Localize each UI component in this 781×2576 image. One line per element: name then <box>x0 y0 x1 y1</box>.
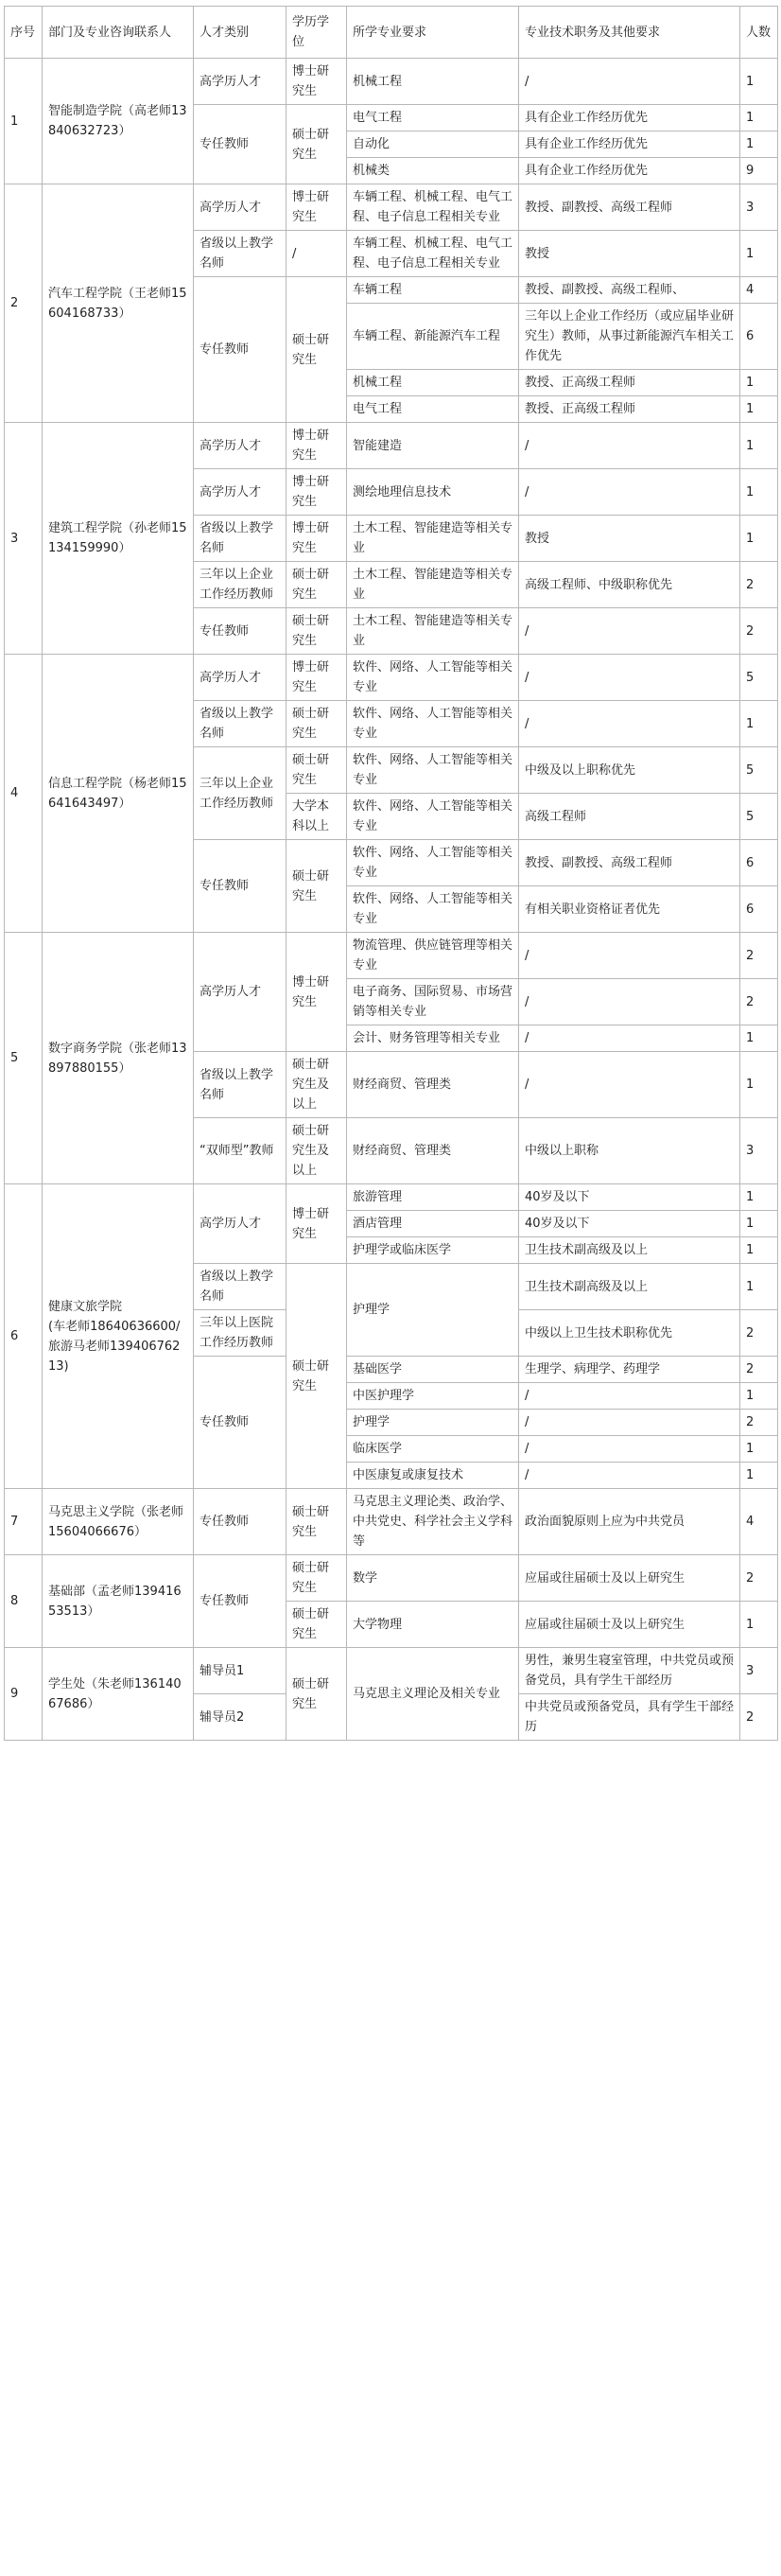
major-cell: 旅游管理 <box>347 1184 519 1211</box>
category-cell: 高学历人才 <box>194 184 286 231</box>
major-cell: 土木工程、智能建造等相关专业 <box>347 516 519 562</box>
header-row <box>5 7 778 59</box>
header-dept: 部门及专业咨询联系人 <box>43 7 194 59</box>
requirement-cell: 教授、副教授、高级工程师、 <box>519 277 740 304</box>
requirement-cell: 应届或往届硕士及以上研究生 <box>519 1602 740 1648</box>
category-cell: 辅导员2 <box>194 1694 286 1741</box>
table-row <box>5 933 778 979</box>
count-cell: 1 <box>740 1052 778 1118</box>
requirement-cell: / <box>519 1025 740 1052</box>
category-cell: 省级以上教学名师 <box>194 516 286 562</box>
seq-cell: 3 <box>5 423 43 655</box>
major-cell: 护理学或临床医学 <box>347 1237 519 1264</box>
dept-cell: 汽车工程学院（王老师15604168733） <box>43 184 194 423</box>
category-cell: 三年以上企业工作经历教师 <box>194 747 286 840</box>
major-cell: 软件、网络、人工智能等相关专业 <box>347 794 519 840</box>
major-cell: 电子商务、国际贸易、市场营销等相关专业 <box>347 979 519 1025</box>
dept-cell: 学生处（朱老师13614067686） <box>43 1648 194 1741</box>
table-row <box>5 184 778 231</box>
count-cell: 6 <box>740 840 778 886</box>
major-cell: 护理学 <box>347 1264 519 1357</box>
major-cell: 机械类 <box>347 158 519 184</box>
major-cell: 测绘地理信息技术 <box>347 469 519 516</box>
count-cell: 1 <box>740 370 778 396</box>
requirement-cell: 中级及以上职称优先 <box>519 747 740 794</box>
category-cell: 专任教师 <box>194 1489 286 1555</box>
seq-cell: 5 <box>5 933 43 1184</box>
major-cell: 软件、网络、人工智能等相关专业 <box>347 747 519 794</box>
requirement-cell: 生理学、病理学、药理学 <box>519 1357 740 1383</box>
count-cell: 1 <box>740 1463 778 1489</box>
dept-cell: 建筑工程学院（孙老师15134159990） <box>43 423 194 655</box>
major-cell: 机械工程 <box>347 59 519 105</box>
requirement-cell: 40岁及以下 <box>519 1184 740 1211</box>
count-cell: 1 <box>740 1602 778 1648</box>
count-cell: 1 <box>740 1383 778 1410</box>
major-cell: 中医护理学 <box>347 1383 519 1410</box>
count-cell: 1 <box>740 1264 778 1310</box>
count-cell: 5 <box>740 655 778 701</box>
seq-cell: 7 <box>5 1489 43 1555</box>
major-cell: 数学 <box>347 1555 519 1602</box>
seq-cell: 1 <box>5 59 43 184</box>
degree-cell: 博士研究生 <box>286 469 347 516</box>
seq-cell: 4 <box>5 655 43 933</box>
category-cell: 专任教师 <box>194 105 286 184</box>
requirement-cell: / <box>519 701 740 747</box>
degree-cell: 博士研究生 <box>286 1184 347 1264</box>
category-cell: 三年以上企业工作经历教师 <box>194 562 286 608</box>
category-cell: 三年以上医院工作经历教师 <box>194 1310 286 1357</box>
requirement-cell: / <box>519 469 740 516</box>
degree-cell: 硕士研究生 <box>286 1264 347 1489</box>
category-cell: 省级以上教学名师 <box>194 231 286 277</box>
count-cell: 1 <box>740 469 778 516</box>
major-cell: 智能建造 <box>347 423 519 469</box>
category-cell: 专任教师 <box>194 608 286 655</box>
requirement-cell: / <box>519 1383 740 1410</box>
requirement-cell: 卫生技术副高级及以上 <box>519 1237 740 1264</box>
count-cell: 2 <box>740 1694 778 1741</box>
requirement-cell: 具有企业工作经历优先 <box>519 105 740 131</box>
requirement-cell: 具有企业工作经历优先 <box>519 131 740 158</box>
major-cell: 酒店管理 <box>347 1211 519 1237</box>
dept-name: 健康文旅学院 <box>48 1299 123 1314</box>
major-cell: 机械工程 <box>347 370 519 396</box>
requirement-cell: 40岁及以下 <box>519 1211 740 1237</box>
count-cell: 1 <box>740 1184 778 1211</box>
dept-cell <box>43 1184 194 1489</box>
degree-cell: 硕士研究生 <box>286 562 347 608</box>
dept-contact: (车老师18640636600/旅游马老师13940676213) <box>48 1319 181 1374</box>
category-cell: 专任教师 <box>194 277 286 423</box>
category-cell: 省级以上教学名师 <box>194 701 286 747</box>
requirement-cell: 教授、副教授、高级工程师 <box>519 184 740 231</box>
count-cell: 2 <box>740 608 778 655</box>
requirement-cell: 中共党员或预备党员，具有学生干部经历 <box>519 1694 740 1741</box>
major-cell: 软件、网络、人工智能等相关专业 <box>347 655 519 701</box>
requirement-cell: / <box>519 655 740 701</box>
count-cell: 2 <box>740 1555 778 1602</box>
major-cell: 马克思主义理论及相关专业 <box>347 1648 519 1741</box>
category-cell: 高学历人才 <box>194 469 286 516</box>
requirement-cell: / <box>519 608 740 655</box>
category-cell: 专任教师 <box>194 840 286 933</box>
count-cell: 2 <box>740 979 778 1025</box>
count-cell: 5 <box>740 794 778 840</box>
degree-cell: 硕士研究生 <box>286 1555 347 1602</box>
degree-cell: 硕士研究生 <box>286 1648 347 1741</box>
major-cell: 车辆工程 <box>347 277 519 304</box>
dept-cell: 数字商务学院（张老师13897880155） <box>43 933 194 1184</box>
dept-cell: 马克思主义学院（张老师15604066676） <box>43 1489 194 1555</box>
count-cell: 6 <box>740 304 778 370</box>
requirement-cell: / <box>519 933 740 979</box>
category-cell: 高学历人才 <box>194 933 286 1052</box>
requirement-cell: 教授 <box>519 516 740 562</box>
major-cell: 自动化 <box>347 131 519 158</box>
major-cell: 电气工程 <box>347 396 519 423</box>
degree-cell: 硕士研究生 <box>286 747 347 794</box>
header-category: 人才类别 <box>194 7 286 59</box>
count-cell: 1 <box>740 1025 778 1052</box>
table-row <box>5 1184 778 1211</box>
requirement-cell: 有相关职业资格证者优先 <box>519 886 740 933</box>
table-row <box>5 1648 778 1694</box>
requirement-cell: 应届或往届硕士及以上研究生 <box>519 1555 740 1602</box>
degree-cell: 博士研究生 <box>286 655 347 701</box>
degree-cell: 博士研究生 <box>286 423 347 469</box>
requirement-cell: 教授、正高级工程师 <box>519 370 740 396</box>
count-cell: 1 <box>740 396 778 423</box>
count-cell: 2 <box>740 1410 778 1436</box>
header-major: 所学专业要求 <box>347 7 519 59</box>
degree-cell: 硕士研究生及以上 <box>286 1052 347 1118</box>
major-cell: 中医康复或康复技术 <box>347 1463 519 1489</box>
requirement-cell: / <box>519 1052 740 1118</box>
requirement-cell: / <box>519 1463 740 1489</box>
degree-cell: 博士研究生 <box>286 933 347 1052</box>
major-cell: 软件、网络、人工智能等相关专业 <box>347 886 519 933</box>
degree-cell: 硕士研究生及以上 <box>286 1118 347 1184</box>
recruitment-table <box>4 6 778 1741</box>
major-cell: 车辆工程、新能源汽车工程 <box>347 304 519 370</box>
table-row <box>5 655 778 701</box>
count-cell: 1 <box>740 231 778 277</box>
dept-cell: 基础部（孟老师13941653513） <box>43 1555 194 1648</box>
count-cell: 1 <box>740 105 778 131</box>
header-seq: 序号 <box>5 7 43 59</box>
category-cell: “双师型”教师 <box>194 1118 286 1184</box>
requirement-cell: 教授、正高级工程师 <box>519 396 740 423</box>
count-cell: 2 <box>740 1357 778 1383</box>
requirement-cell: 中级以上卫生技术职称优先 <box>519 1310 740 1357</box>
category-cell: 高学历人才 <box>194 655 286 701</box>
major-cell: 软件、网络、人工智能等相关专业 <box>347 701 519 747</box>
seq-cell: 9 <box>5 1648 43 1741</box>
header-requirement: 专业技术职务及其他要求 <box>519 7 740 59</box>
table-row <box>5 1555 778 1602</box>
degree-cell: 博士研究生 <box>286 516 347 562</box>
count-cell: 6 <box>740 886 778 933</box>
category-cell: 省级以上教学名师 <box>194 1052 286 1118</box>
requirement-cell: 男性，兼男生寝室管理，中共党员或预备党员，具有学生干部经历 <box>519 1648 740 1694</box>
degree-cell: 大学本科以上 <box>286 794 347 840</box>
degree-cell: 硕士研究生 <box>286 105 347 184</box>
count-cell: 1 <box>740 516 778 562</box>
major-cell: 软件、网络、人工智能等相关专业 <box>347 840 519 886</box>
count-cell: 1 <box>740 701 778 747</box>
requirement-cell: 卫生技术副高级及以上 <box>519 1264 740 1310</box>
requirement-cell: 具有企业工作经历优先 <box>519 158 740 184</box>
requirement-cell: 教授 <box>519 231 740 277</box>
degree-cell: 硕士研究生 <box>286 840 347 933</box>
count-cell: 1 <box>740 1211 778 1237</box>
major-cell: 电气工程 <box>347 105 519 131</box>
count-cell: 2 <box>740 562 778 608</box>
count-cell: 1 <box>740 423 778 469</box>
major-cell: 财经商贸、管理类 <box>347 1052 519 1118</box>
major-cell: 大学物理 <box>347 1602 519 1648</box>
degree-cell: 硕士研究生 <box>286 277 347 423</box>
table-row <box>5 423 778 469</box>
category-cell: 专任教师 <box>194 1357 286 1489</box>
major-cell: 基础医学 <box>347 1357 519 1383</box>
major-cell: 土木工程、智能建造等相关专业 <box>347 562 519 608</box>
requirement-cell: 三年以上企业工作经历（或应届毕业研究生）教师，从事过新能源汽车相关工作优先 <box>519 304 740 370</box>
requirement-cell: 政治面貌原则上应为中共党员 <box>519 1489 740 1555</box>
count-cell: 3 <box>740 1648 778 1694</box>
seq-cell: 8 <box>5 1555 43 1648</box>
major-cell: 临床医学 <box>347 1436 519 1463</box>
major-cell: 会计、财务管理等相关专业 <box>347 1025 519 1052</box>
seq-cell: 2 <box>5 184 43 423</box>
count-cell: 2 <box>740 1310 778 1357</box>
header-degree: 学历学位 <box>286 7 347 59</box>
major-cell: 车辆工程、机械工程、电气工程、电子信息工程相关专业 <box>347 184 519 231</box>
major-cell: 护理学 <box>347 1410 519 1436</box>
header-count: 人数 <box>740 7 778 59</box>
count-cell: 1 <box>740 131 778 158</box>
seq-cell: 6 <box>5 1184 43 1489</box>
category-cell: 专任教师 <box>194 1555 286 1648</box>
category-cell: 高学历人才 <box>194 1184 286 1264</box>
requirement-cell: 中级以上职称 <box>519 1118 740 1184</box>
count-cell: 1 <box>740 1436 778 1463</box>
requirement-cell: / <box>519 423 740 469</box>
category-cell: 高学历人才 <box>194 59 286 105</box>
requirement-cell: 高级工程师 <box>519 794 740 840</box>
count-cell: 2 <box>740 933 778 979</box>
count-cell: 3 <box>740 184 778 231</box>
table-row <box>5 1489 778 1555</box>
major-cell: 车辆工程、机械工程、电气工程、电子信息工程相关专业 <box>347 231 519 277</box>
count-cell: 4 <box>740 277 778 304</box>
major-cell: 土木工程、智能建造等相关专业 <box>347 608 519 655</box>
requirement-cell: / <box>519 1410 740 1436</box>
dept-cell: 智能制造学院（高老师13840632723） <box>43 59 194 184</box>
major-cell: 财经商贸、管理类 <box>347 1118 519 1184</box>
degree-cell: 硕士研究生 <box>286 608 347 655</box>
category-cell: 辅导员1 <box>194 1648 286 1694</box>
count-cell: 5 <box>740 747 778 794</box>
degree-cell: 硕士研究生 <box>286 1489 347 1555</box>
requirement-cell: 高级工程师、中级职称优先 <box>519 562 740 608</box>
table-row <box>5 59 778 105</box>
degree-cell: 博士研究生 <box>286 184 347 231</box>
category-cell: 高学历人才 <box>194 423 286 469</box>
major-cell: 马克思主义理论类、政治学、中共党史、科学社会主义学科等 <box>347 1489 519 1555</box>
category-cell: 省级以上教学名师 <box>194 1264 286 1310</box>
count-cell: 1 <box>740 1237 778 1264</box>
dept-cell: 信息工程学院（杨老师15641643497） <box>43 655 194 933</box>
degree-cell: 硕士研究生 <box>286 701 347 747</box>
degree-cell: 博士研究生 <box>286 59 347 105</box>
count-cell: 4 <box>740 1489 778 1555</box>
degree-cell: 硕士研究生 <box>286 1602 347 1648</box>
major-cell: 物流管理、供应链管理等相关专业 <box>347 933 519 979</box>
requirement-cell: / <box>519 1436 740 1463</box>
count-cell: 9 <box>740 158 778 184</box>
count-cell: 3 <box>740 1118 778 1184</box>
requirement-cell: 教授、副教授、高级工程师 <box>519 840 740 886</box>
requirement-cell: / <box>519 59 740 105</box>
requirement-cell: / <box>519 979 740 1025</box>
degree-cell: / <box>286 231 347 277</box>
count-cell: 1 <box>740 59 778 105</box>
